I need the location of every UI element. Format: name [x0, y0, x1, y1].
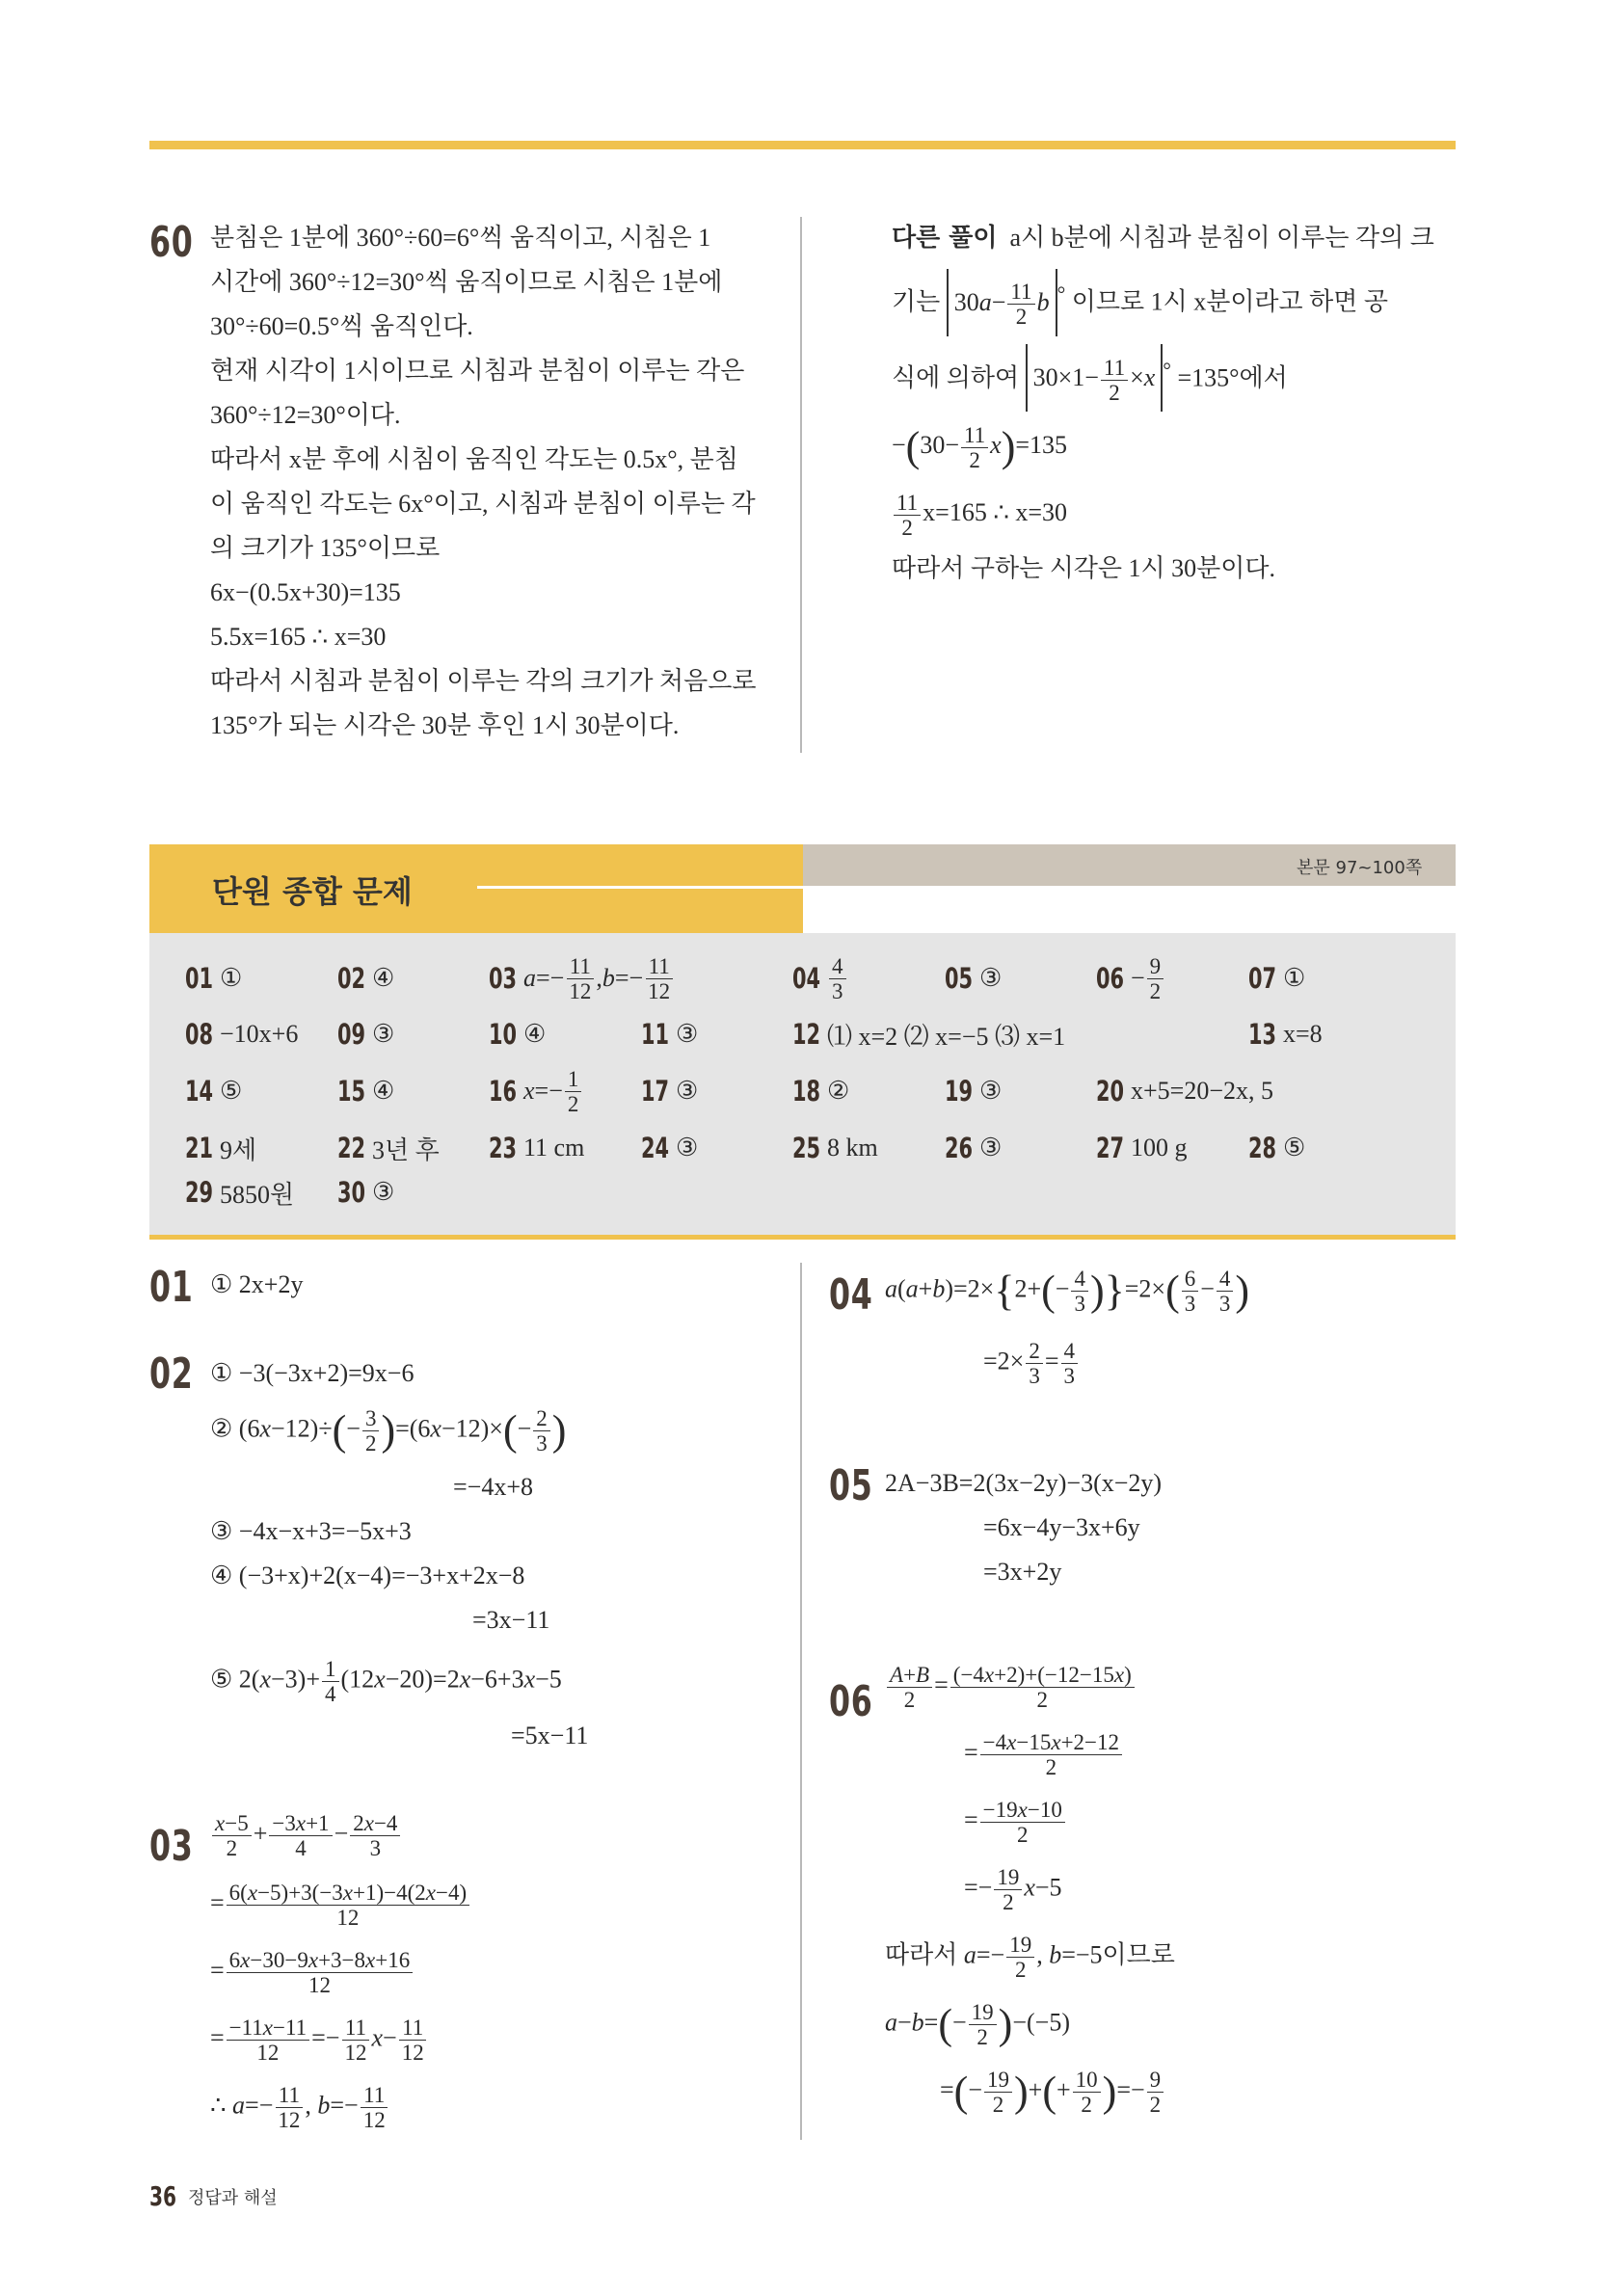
alt-line: a시 b분에 시침과 분침이 이루는 각의 크 [1009, 224, 1434, 252]
answer-item [1096, 1125, 1188, 1171]
column-divider [800, 217, 802, 753]
answer-value: ① [220, 964, 243, 992]
text-line: 시간에 360°÷12=30°씩 움직이므로 시침은 1분에 [210, 268, 723, 296]
answer-item [792, 1068, 849, 1114]
abs-expression: 30a− $\frac{11}{2}$ b [947, 269, 1057, 336]
answer-number: 04 [792, 962, 821, 995]
answer-value: 9세 [220, 1135, 257, 1164]
answer-value: ④ [523, 1020, 547, 1048]
solution-line: 따라서 a=− $\frac{19}{2}$ , b=−5이므로 [885, 1933, 1175, 1982]
text-line: 분침은 1분에 360°÷60=6°씩 움직이고, 시침은 1 [210, 224, 711, 252]
answer-item [185, 1125, 256, 1171]
answer-number: 19 [945, 1075, 974, 1108]
answer-item: 16 x =− $\frac{1}{2}$ [489, 1068, 583, 1114]
answer-key-bottom-bar [149, 1235, 1456, 1240]
answer-item [337, 1068, 394, 1114]
answer-value: ② [827, 1077, 850, 1105]
answer-item [185, 955, 242, 1001]
answer-number: 05 [945, 962, 974, 995]
solution-line: ① 2x+2y [210, 1270, 304, 1298]
answer-number: 21 [185, 1132, 214, 1164]
answer-number: 10 [489, 1018, 518, 1051]
alt-line: 따라서 구하는 시각은 1시 30분이다. [892, 554, 1276, 583]
top-accent-bar [149, 141, 1456, 149]
solution-line: a−b=(− $\frac{19}{2}$ )−(−5) [885, 2000, 1070, 2049]
answer-value: ③ [979, 1134, 1003, 1161]
answer-number: 30 [337, 1176, 366, 1209]
answer-item: 04 $\frac{4}{3}$ [792, 955, 848, 1001]
answer-number: 09 [337, 1018, 366, 1051]
solution-line: $\frac{A+B}{2}$ = $\frac{(-4x+2)+(-12-15x)}{2}$ [885, 1664, 1137, 1711]
problem-number: 03 [149, 1822, 194, 1871]
solution-line: ∴ a=− $\frac{11}{12}$ , b=− $\frac{11}{12}$ [210, 2084, 390, 2131]
problem-number: 02 [149, 1349, 194, 1399]
answer-value: ③ [372, 1020, 395, 1048]
answer-value: −10x+6 [220, 1020, 299, 1048]
answer-number: 11 [641, 1018, 670, 1051]
solution-line: = $\frac{6x-30-9x+3-8x+16}{12}$ [210, 1949, 415, 1996]
solution-line: = $\frac{6(x-5)+3(-3x+1)-4(2x-4)}{12}$ [210, 1882, 471, 1929]
answer-number: 16 [489, 1075, 518, 1108]
solution-line: ③ −4x−x+3=−5x+3 [210, 1517, 412, 1545]
answer-value: ③ [372, 1178, 395, 1206]
problem-number: 06 [829, 1677, 873, 1726]
answer-item [489, 1125, 584, 1171]
answer-item [337, 955, 394, 1001]
text-line: 따라서 x분 후에 시침이 움직인 각도는 0.5x°, 분침 [210, 445, 738, 473]
solution-line: =3x+2y [983, 1558, 1062, 1586]
answer-item [945, 955, 1002, 1001]
alt-line: =135°에서 [1177, 363, 1288, 392]
column-divider [800, 1263, 802, 2140]
answer-value: x+5=20−2x, 5 [1131, 1077, 1273, 1105]
answer-value: x=8 [1283, 1020, 1323, 1048]
answer-item [185, 1011, 298, 1057]
answer-value: 5850원 [220, 1180, 295, 1209]
answer-value: ③ [676, 1020, 699, 1048]
answer-item [337, 1169, 394, 1215]
solution-line: =2× $\frac{2}{3}$ = $\frac{4}{3}$ [983, 1340, 1080, 1387]
solution-line: ② (6x−12)÷(− $\frac{3}{2}$ )=(6x−12)×(− $\frac{2}{3}$ ) [210, 1406, 567, 1455]
solution-line: =6x−4y−3x+6y [983, 1513, 1140, 1541]
text-line: 따라서 시침과 분침이 이루는 각의 크기가 처음으로 [210, 667, 757, 695]
answer-value: ⑤ [220, 1077, 243, 1105]
problem-number: 05 [829, 1461, 873, 1510]
alt-line: 이므로 1시 x분이라고 하면 공 [1071, 287, 1389, 316]
text-line: 6x−(0.5x+30)=135 [210, 578, 401, 606]
text-line: 135°가 되는 시각은 30분 후인 1시 30분이다. [210, 711, 680, 739]
alt-line: 식에 의하여 [892, 363, 1020, 392]
equation-rest: x=165 ∴ x=30 [923, 498, 1068, 527]
answer-number: 29 [185, 1176, 214, 1209]
answer-item [1096, 1068, 1273, 1114]
problem-number: 04 [829, 1270, 873, 1320]
answer-item [185, 1169, 294, 1215]
answer-number: 03 [489, 962, 518, 995]
answer-number: 23 [489, 1132, 518, 1164]
solution-line: =3x−11 [472, 1606, 550, 1634]
solution-line: 2A−3B=2(3x−2y)−3(x−2y) [885, 1469, 1163, 1497]
solution-line: = $\frac{-19x-10}{2}$ [964, 1799, 1067, 1846]
answer-value: ⑴ x=2 ⑵ x=−5 ⑶ x=1 [827, 1022, 1066, 1051]
solution-line: a(a+b)=2×{2+(− $\frac{4}{3}$ )}=2×( $\frac{6}{3}$ − $\frac{4}{3}$ ) [885, 1267, 1250, 1316]
text-line: 현재 시각이 1시이므로 시침과 분침이 이루는 각은 [210, 357, 745, 385]
text-line: 360°÷12=30°이다. [210, 401, 401, 429]
abs-expression: 30×1− $\frac{11}{2}$ ×x [1026, 344, 1164, 412]
answer-item [945, 1068, 1002, 1114]
answer-number: 24 [641, 1132, 670, 1164]
answer-number: 14 [185, 1075, 214, 1108]
answer-number: 18 [792, 1075, 821, 1108]
answer-value: ③ [979, 1077, 1003, 1105]
answer-number: 13 [1248, 1018, 1277, 1051]
answer-value: ③ [676, 1134, 699, 1161]
text-line: 30°÷60=0.5°씩 움직인다. [210, 312, 473, 340]
text-line: 5.5x=165 ∴ x=30 [210, 623, 387, 651]
equation-rhs: =135 [1015, 431, 1068, 460]
problem-60-solution [210, 216, 756, 748]
answer-number: 27 [1096, 1132, 1125, 1164]
answer-number: 26 [945, 1132, 974, 1164]
answer-number: 17 [641, 1075, 670, 1108]
answer-number: 06 [1096, 962, 1125, 995]
answer-number: 25 [792, 1132, 821, 1164]
solution-line: ④ (−3+x)+2(x−4)=−3+x+2x−8 [210, 1562, 525, 1589]
solution-line: =− $\frac{19}{2}$ x−5 [964, 1865, 1062, 1914]
page-footer [149, 2180, 278, 2212]
answer-number: 28 [1248, 1132, 1277, 1164]
solution-line: ⑤ 2(x−3)+ $\frac{1}{4}$ (12x−20)=2x−6+3x−5 [210, 1657, 562, 1706]
answer-number: 02 [337, 962, 366, 995]
answer-item: 03 a =− $\frac{11}{12}$ , b =− $\frac{11}{12}$ [489, 955, 675, 1001]
answer-item [337, 1125, 440, 1171]
answer-value: ④ [372, 1077, 395, 1105]
answer-value: ③ [676, 1077, 699, 1105]
answer-item: 06 − $\frac{9}{2}$ [1096, 955, 1165, 1001]
answer-number: 15 [337, 1075, 366, 1108]
answer-item [641, 1125, 698, 1171]
text-line: 의 크기가 135°이므로 [210, 534, 441, 562]
footer-label: 정답과 해설 [188, 2187, 278, 2208]
answer-value: ④ [372, 964, 395, 992]
equation: −(30− $\frac{11}{2}$ x)=135 [892, 422, 1068, 472]
solution-line: = $\frac{-11x-11}{12}$ =− $\frac{11}{12}$ x− $\frac{11}{12}$ [210, 2016, 429, 2064]
answer-number: 12 [792, 1018, 821, 1051]
answer-value: 100 g [1131, 1134, 1188, 1161]
alt-line: 기는 [892, 287, 941, 316]
alt-label: 다른 풀이 [892, 224, 998, 253]
solution-line: = $\frac{-4x-15x+2-12}{2}$ [964, 1731, 1124, 1778]
answer-item [1248, 955, 1305, 1001]
answer-item [489, 1011, 546, 1057]
solution-line: =−4x+8 [453, 1473, 533, 1501]
section-title: 단원 종합 문제 [212, 873, 413, 910]
solution-line: =(− $\frac{19}{2}$ )+(+ $\frac{10}{2}$ )=− $\frac{9}{2}$ [940, 2069, 1165, 2116]
answer-value: 3년 후 [372, 1135, 440, 1164]
answer-item [641, 1068, 698, 1114]
answer-item [1248, 1011, 1323, 1057]
answer-item [641, 1011, 698, 1057]
solution-line: =5x−11 [511, 1722, 589, 1749]
answer-item [792, 1011, 1065, 1057]
answer-item [945, 1125, 1002, 1171]
answer-value: 11 cm [523, 1134, 585, 1161]
text-line: 이 움직인 각도는 6x°이고, 시침과 분침이 이루는 각 [210, 490, 756, 518]
answer-value: ① [1283, 964, 1306, 992]
answer-value: 8 km [827, 1134, 878, 1161]
answer-item [792, 1125, 878, 1171]
answer-item [337, 1011, 394, 1057]
answer-number: 07 [1248, 962, 1277, 995]
solution-line: $\frac{x-5}{2}$ + $\frac{-3x+1}{4}$ − $\frac{2x-4}{3}$ [210, 1812, 402, 1859]
problem-number: 60 [149, 218, 194, 267]
answer-value: ⑤ [1283, 1134, 1306, 1161]
answer-value: ③ [979, 964, 1003, 992]
answer-number: 08 [185, 1018, 214, 1051]
problem-number: 01 [149, 1263, 194, 1312]
solution-line: ① −3(−3x+2)=9x−6 [210, 1359, 415, 1387]
equation: $\frac{11}{2}$ x=165 ∴ x=30 [892, 479, 1434, 547]
answer-item [185, 1068, 242, 1114]
answer-number: 01 [185, 962, 214, 995]
alternate-solution: 다른 풀이 a시 b분에 시침과 분침이 이루는 각의 크 기는 30a− $\frac{11}{2}$ b ° 이므로 1시 x분이라고 하면 공 식에 의하여 30×1− $\frac{11}{2}$ ×x ° =135°에서 −(30− $\frac{11}{2}$ x)=135 $\frac{11}{2}$ x=165 ∴ x=30 따라서 구하는 시각은 1시 30분이다. [892, 216, 1434, 591]
answer-number: 22 [337, 1132, 366, 1164]
answer-number: 20 [1096, 1075, 1125, 1108]
answer-item [1248, 1125, 1305, 1171]
page-number: 36 [149, 2180, 177, 2212]
section-page-ref: 본문 97~100쪽 [1297, 858, 1423, 878]
section-title-underline [477, 886, 803, 889]
